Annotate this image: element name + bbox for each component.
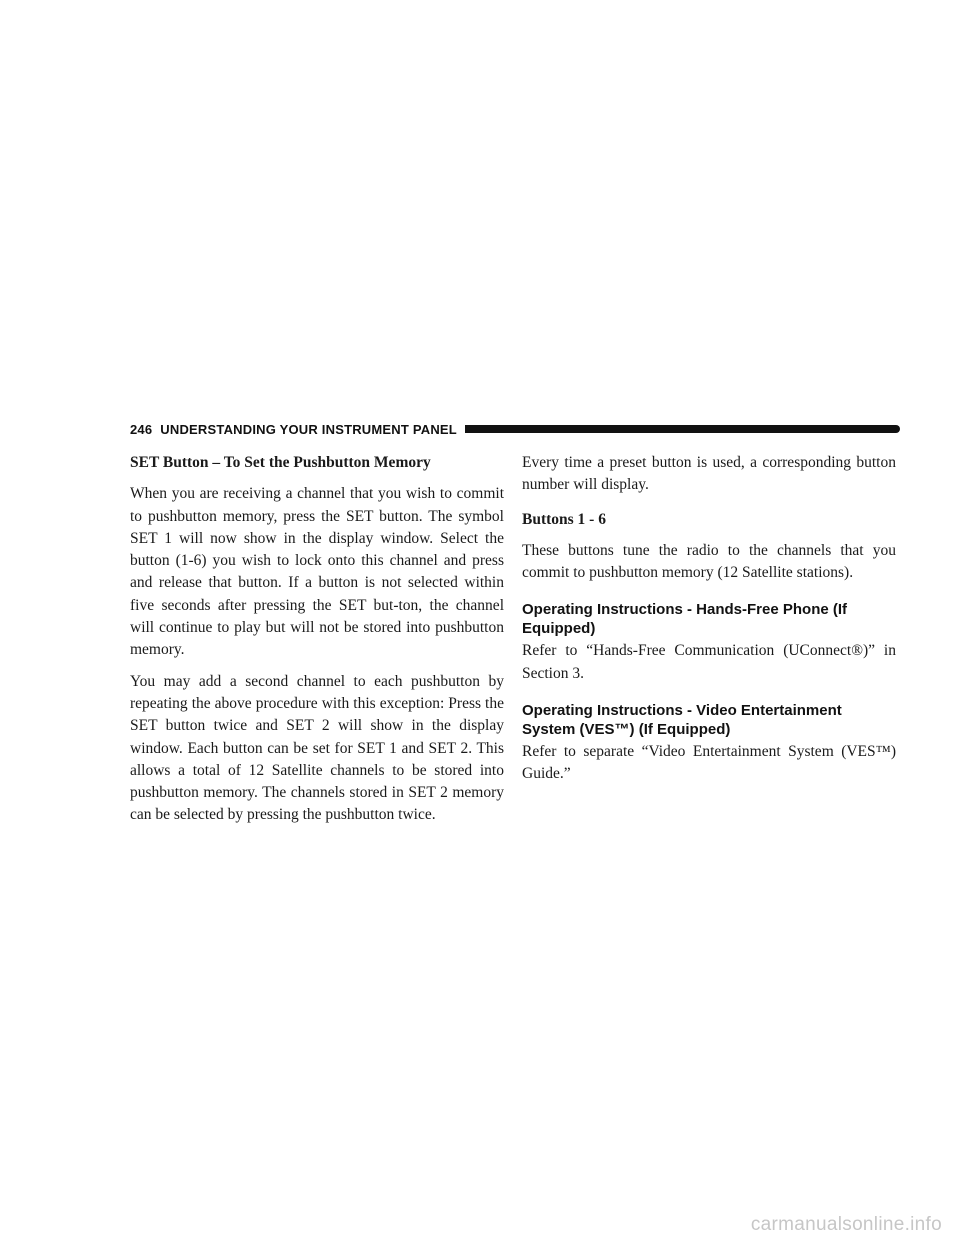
page-number: 246 [130,421,153,437]
buttons-heading: Buttons 1 - 6 [522,510,606,528]
video-paragraph: Refer to separate “Video Entertainment System (VES™) Guide.” [522,743,896,783]
buttons-paragraph: These buttons tune the radio to the channels that you commit to pushbutton memory (12 Satellite stations). [522,541,896,582]
set-button-heading: SET Button – To Set the Pushbutton Memory [130,454,431,471]
preset-paragraph: Every time a preset button is used, a corresponding button number will display. [522,454,896,494]
section-title: UNDERSTANDING YOUR INSTRUMENT PANEL [160,421,457,437]
set-button-paragraph-2: You may add a second channel to each pushbutton by repeating the above procedure with this exception: Press the SET button twice and SET 2 will show in the display window. Each button can be set for SET 1 and SET 2. This allows a total of 12 Satellite channels to be stored into pushbutton memory. The channels stored in SET 2 memory can be selected by pressing the pushbutton twice. [130,672,504,824]
right-column [522,452,896,795]
phone-paragraph: Refer to “Hands-Free Communication (UConnect®)” in Section 3. [522,642,896,682]
header-rule [465,425,900,433]
phone-heading: Operating Instructions - Hands-Free Phone (If Equipped) [522,601,848,638]
page-header [130,418,900,440]
video-heading: Operating Instructions - Video Entertainment System (VES™) (If Equipped) [522,702,842,739]
set-button-paragraph-1: When you are receiving a channel that you wish to commit to pushbutton memory, press the SET button. The symbol SET 1 will now show in the display window. Select the button (1-6) you wish to lock onto this channel and press and release that button. If a button is not selected within five seconds after pressing the SET but-ton, the channel will continue to play but will not be stored into pushbutton memory. [130,485,504,659]
watermark: carmanualsonline.info [750,1214,942,1235]
left-column [130,452,504,836]
